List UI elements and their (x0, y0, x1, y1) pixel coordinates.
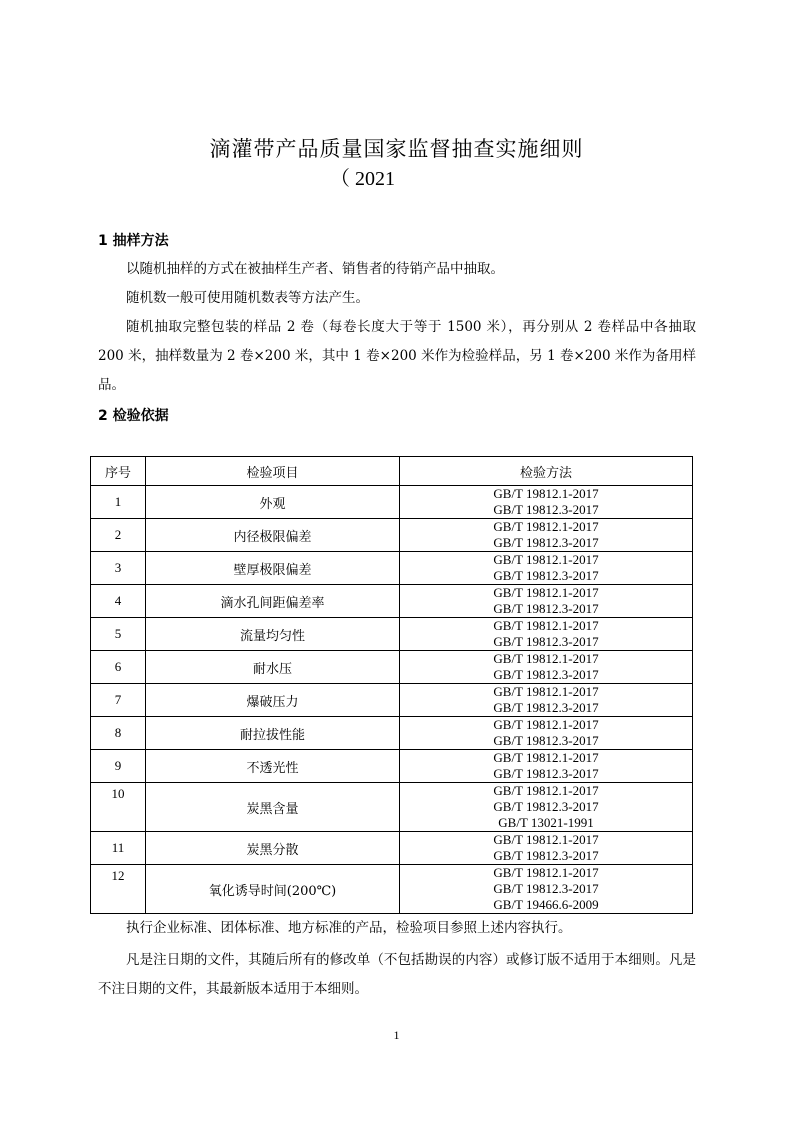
table-body (91, 486, 693, 914)
row-item: 滴水孔间距偏差率 (146, 585, 400, 618)
method-standard: GB/T 19812.1-2017 (493, 783, 599, 798)
row-seq: 7 (91, 684, 146, 717)
note-paragraph-2: 凡是注日期的文件，其随后所有的修改单（不包括勘误的内容）或修订版不适用于本细则。凡是不注日期的文件，其最新版本适用于本细则。 (98, 952, 696, 997)
row-methods (400, 486, 693, 519)
page-number: 1 (393, 1028, 400, 1042)
row-seq: 6 (91, 651, 146, 684)
row-methods (400, 552, 693, 585)
method-standard: GB/T 19812.3-2017 (493, 502, 599, 517)
note-paragraph-1: 执行企业标准、团体标准、地方标准的产品，检验项目参照上述内容执行。 (126, 920, 572, 936)
method-standard: GB/T 19812.1-2017 (493, 552, 599, 567)
method-standard: GB/T 19812.3-2017 (493, 568, 599, 583)
row-seq: 3 (91, 552, 146, 585)
row-seq: 1 (91, 486, 146, 519)
row-seq: 12 (91, 865, 146, 914)
method-standard: GB/T 19812.3-2017 (493, 634, 599, 649)
table-row (91, 783, 693, 832)
method-standard: GB/T 19812.1-2017 (493, 717, 599, 732)
method-standard: GB/T 19812.3-2017 (493, 535, 599, 550)
section-1-paragraph-3: 随机抽取完整包装的样品 2 卷（每卷长度大于等于 1500 米），再分别从 2 卷样品中各抽取 200 米，抽样数量为 2 卷×200 米，其中 1 卷×200 米作为检验样品，另 1 卷×200 米作为备用样品。 (98, 319, 696, 393)
section-1-paragraph-1: 以随机抽样的方式在被抽样生产者、销售者的待销产品中抽取。 (126, 261, 504, 277)
method-standard: GB/T 19466.6-2009 (493, 897, 599, 912)
table-row (91, 750, 693, 783)
row-seq: 11 (91, 832, 146, 865)
row-seq: 4 (91, 585, 146, 618)
table-row (91, 717, 693, 750)
method-standard: GB/T 19812.1-2017 (493, 684, 599, 699)
method-standard: GB/T 19812.1-2017 (493, 519, 599, 534)
row-item: 外观 (146, 486, 400, 519)
table-row (91, 651, 693, 684)
method-standard: GB/T 19812.3-2017 (493, 799, 599, 814)
table-row (91, 865, 693, 914)
table-row (91, 519, 693, 552)
method-standard: GB/T 19812.1-2017 (493, 585, 599, 600)
method-standard: GB/T 19812.3-2017 (493, 601, 599, 616)
header-item: 检验项目 (146, 457, 400, 486)
row-item: 耐水压 (146, 651, 400, 684)
row-seq: 10 (91, 783, 146, 832)
method-standard: GB/T 19812.3-2017 (493, 766, 599, 781)
row-methods (400, 519, 693, 552)
method-standard: GB/T 19812.3-2017 (493, 667, 599, 682)
row-item: 耐拉拔性能 (146, 717, 400, 750)
table-header-row (91, 457, 693, 486)
method-standard: GB/T 19812.1-2017 (493, 865, 599, 880)
section-2-heading: 2 检验依据 (98, 408, 169, 424)
row-methods (400, 750, 693, 783)
method-standard: GB/T 19812.1-2017 (493, 486, 599, 501)
table-row (91, 486, 693, 519)
table-row (91, 832, 693, 865)
row-item: 内径极限偏差 (146, 519, 400, 552)
row-methods (400, 717, 693, 750)
inspection-table (90, 456, 693, 914)
table-row (91, 552, 693, 585)
row-methods (400, 585, 693, 618)
method-standard: GB/T 19812.3-2017 (493, 700, 599, 715)
method-standard: GB/T 19812.3-2017 (493, 733, 599, 748)
table-row (91, 618, 693, 651)
row-item: 不透光性 (146, 750, 400, 783)
row-methods (400, 832, 693, 865)
row-methods (400, 684, 693, 717)
table-row (91, 585, 693, 618)
row-seq: 8 (91, 717, 146, 750)
row-item: 爆破压力 (146, 684, 400, 717)
method-standard: GB/T 19812.1-2017 (493, 750, 599, 765)
table-row (91, 684, 693, 717)
row-seq: 2 (91, 519, 146, 552)
row-methods (400, 783, 693, 832)
row-seq: 9 (91, 750, 146, 783)
row-seq: 5 (91, 618, 146, 651)
method-standard: GB/T 19812.3-2017 (493, 848, 599, 863)
method-standard: GB/T 19812.1-2017 (493, 618, 599, 633)
header-method: 检验方法 (400, 457, 693, 486)
document-subtitle: （ 2021 (330, 168, 395, 190)
method-standard: GB/T 19812.1-2017 (493, 832, 599, 847)
row-methods (400, 865, 693, 914)
row-item: 壁厚极限偏差 (146, 552, 400, 585)
row-item: 氧化诱导时间(200℃) (146, 865, 400, 914)
method-standard: GB/T 19812.1-2017 (493, 651, 599, 666)
method-standard: GB/T 13021-1991 (498, 815, 594, 830)
row-methods (400, 618, 693, 651)
section-1-heading: 1 抽样方法 (98, 233, 169, 249)
document-title: 滴灌带产品质量国家监督抽查实施细则 (209, 137, 584, 161)
row-item: 流量均匀性 (146, 618, 400, 651)
section-1-paragraph-2: 随机数一般可使用随机数表等方法产生。 (126, 290, 369, 306)
method-standard: GB/T 19812.3-2017 (493, 881, 599, 896)
row-item: 炭黑含量 (146, 783, 400, 832)
header-seq: 序号 (91, 457, 146, 486)
row-methods (400, 651, 693, 684)
row-item: 炭黑分散 (146, 832, 400, 865)
